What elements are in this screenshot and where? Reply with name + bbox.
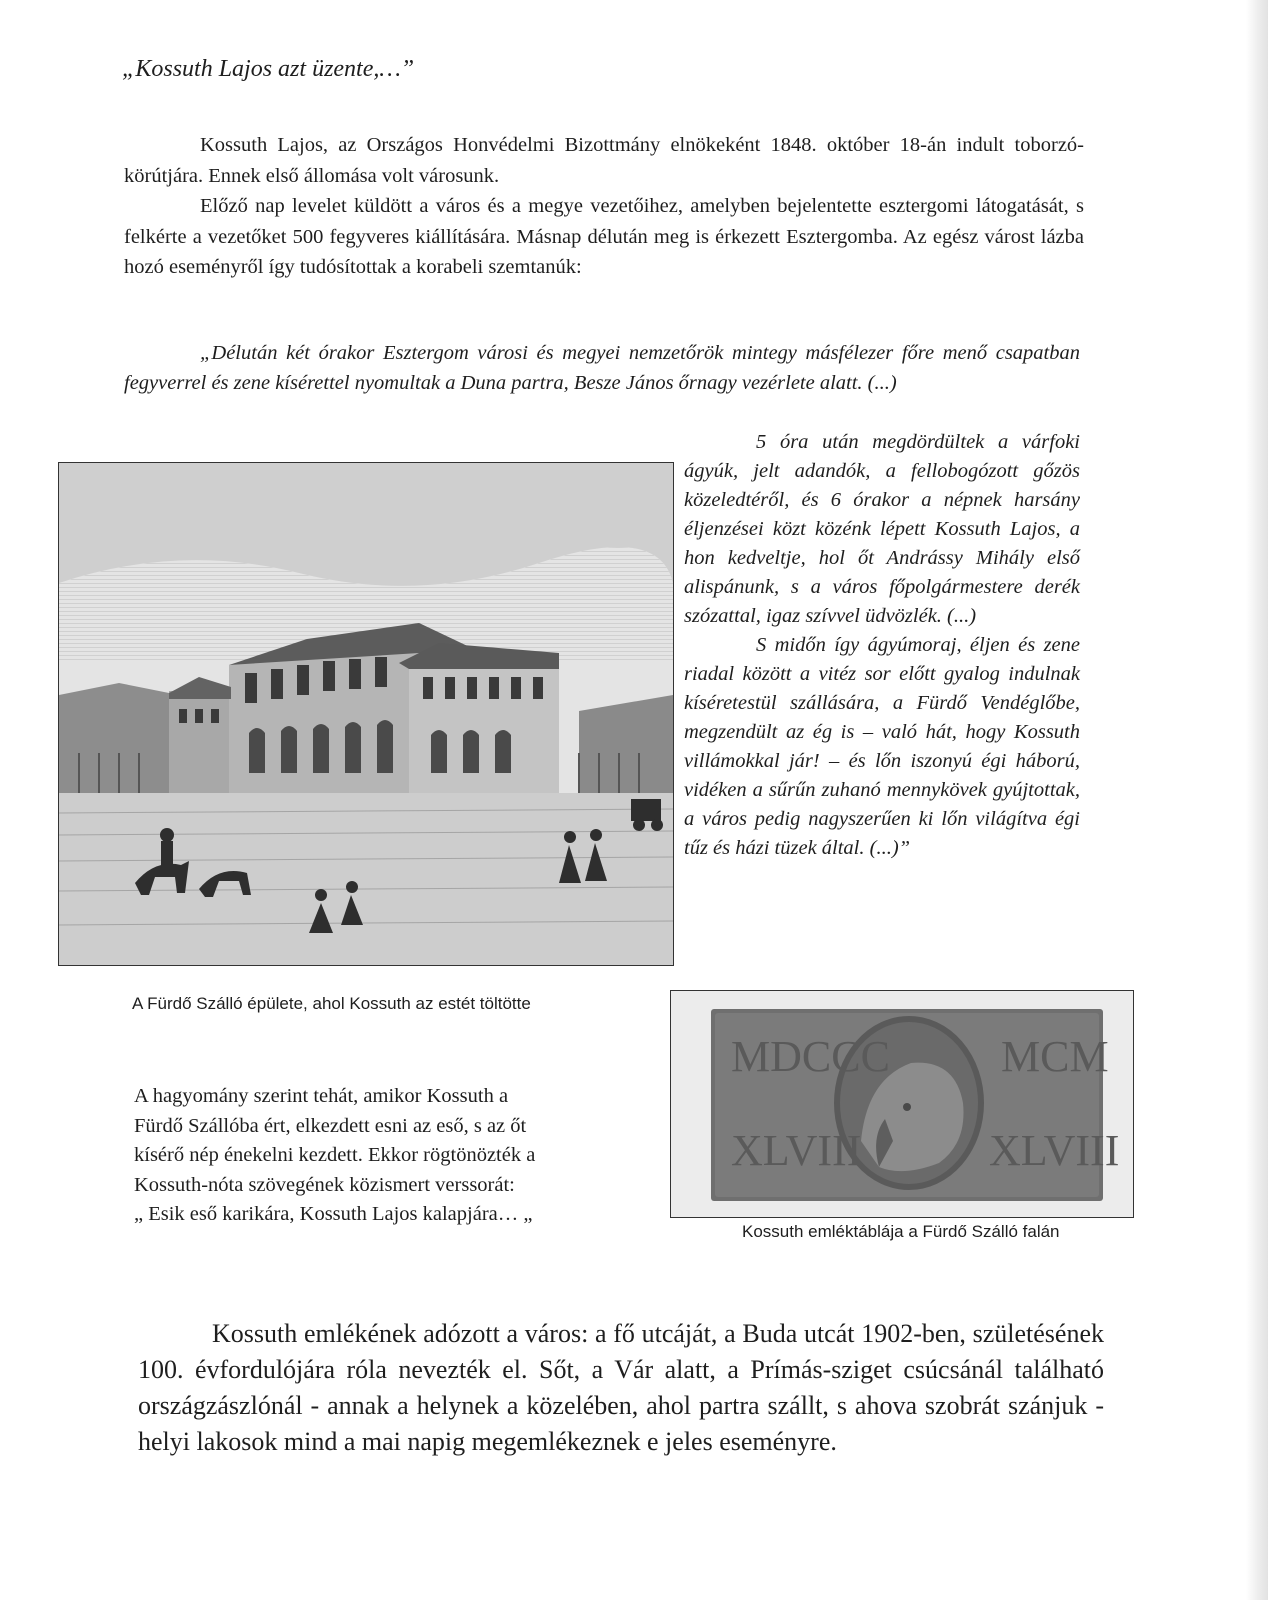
closing-text: Kossuth emlékének adózott a város: a fő utcáját, a Buda utcát 1902-ben, születésének 100. évfordulójára róla nevezték el. Sőt, a Vár alatt, a Prímás-sziget csúcsánál található országzászlónál - annak a helynek a közelében, ahol partra szállt, s ahova szobrát szánjuk - helyi lakosok mind a mai napig megemlékeznek e jeles eseményre. <box>138 1319 1104 1456</box>
page-title: „Kossuth Lajos azt üzente,…” <box>122 56 415 82</box>
tradition-line: Kossuth-nóta szövegének közismert verssorát: <box>134 1173 515 1196</box>
plaque-inscription-left-bottom: XLVIII <box>731 1126 862 1175</box>
intro-paragraph-1: Kossuth Lajos, az Országos Honvédelmi Bizottmány elnökeként 1848. október 18-án indult toborzó-körútjára. Ennek első állomása volt városunk. <box>124 134 1084 187</box>
plaque-inscription-right-top: MCM <box>1001 1032 1109 1081</box>
hotel-engraving-figure <box>58 462 674 966</box>
plaque-inscription-left-top: MDCCC <box>731 1032 890 1081</box>
hotel-engraving-caption: A Fürdő Szálló épülete, ahol Kossuth az estét töltötte <box>132 994 531 1013</box>
tradition-line: „ Esik eső karikára, Kossuth Lajos kalapjára… „ <box>134 1203 533 1225</box>
memorial-plaque-caption: Kossuth emléktáblája a Fürdő Szálló falán <box>742 1222 1060 1241</box>
intro-text <box>124 130 1084 283</box>
memorial-plaque-figure <box>670 990 1134 1218</box>
eyewitness-quote-continued <box>684 428 1080 863</box>
eyewitness-quote-opening <box>124 338 1080 398</box>
hotel-engraving-image <box>59 463 673 965</box>
tradition-line: kísérő nép énekelni kezdett. Ekkor rögtönözték a <box>134 1144 536 1166</box>
tradition-line: Fürdő Szállóba ért, elkezdett esni az eső, s az őt <box>134 1114 527 1137</box>
plaque-inscription-right-bottom: XLVIII <box>989 1126 1120 1175</box>
page-edge-shadow <box>1246 0 1268 1600</box>
quote-paragraph-3: S midőn így ágyúmoraj, éljen és zene riadal között a vitéz sor előtt gyalog indulnak kíséretestül szállására, a Fürdő Vendéglőbe, megzendült az ég is – való hát, hogy Kossuth villámokkal jár! – és lőn iszonyú égi háború, vidéken a sűrűn zuhanó mennykövek gyújtottak, a város pedig nagyszerűen ki lőn világítva égi tűz és házi tüzek által. (...)” <box>684 634 1080 859</box>
intro-paragraph-2: Előző nap levelet küldött a város és a megye vezetőihez, amelyben bejelentette esztergomi látogatását, s felkérte a vezetőket 500 fegyveres kiállítására. Másnap délután meg is érkezett Esztergomba. Az egész várost lázba hozó eseményről így tudósítottak a korabeli szemtanúk: <box>124 195 1084 278</box>
tradition-line: A hagyomány szerint tehát, amikor Kossuth a <box>134 1085 509 1107</box>
memorial-plaque-photo <box>671 991 1133 1217</box>
quote-paragraph-2: 5 óra után megdördültek a várfoki ágyúk, jelt adandók, a fellobogózott gőzös közeledtéről, és 6 órakor a népnek harsány éljenzései közt közénk lépett Kossuth Lajos, a hon kedveltje, hol őt Andrássy Mihály első alispánunk, s a város főpolgármestere derék szózattal, igaz szívvel üdvözlék. (...) <box>684 431 1080 627</box>
quote-paragraph-1: „Délután két órakor Esztergom városi és megyei nemzetőrök mintegy másfélezer főre menő csapatban fegyverrel és zene kísérettel nyomultak a Duna partra, Besze János őrnagy vezérlete alatt. (...) <box>124 342 1080 394</box>
closing-paragraph <box>138 1316 1104 1460</box>
tradition-paragraph <box>134 1082 654 1230</box>
